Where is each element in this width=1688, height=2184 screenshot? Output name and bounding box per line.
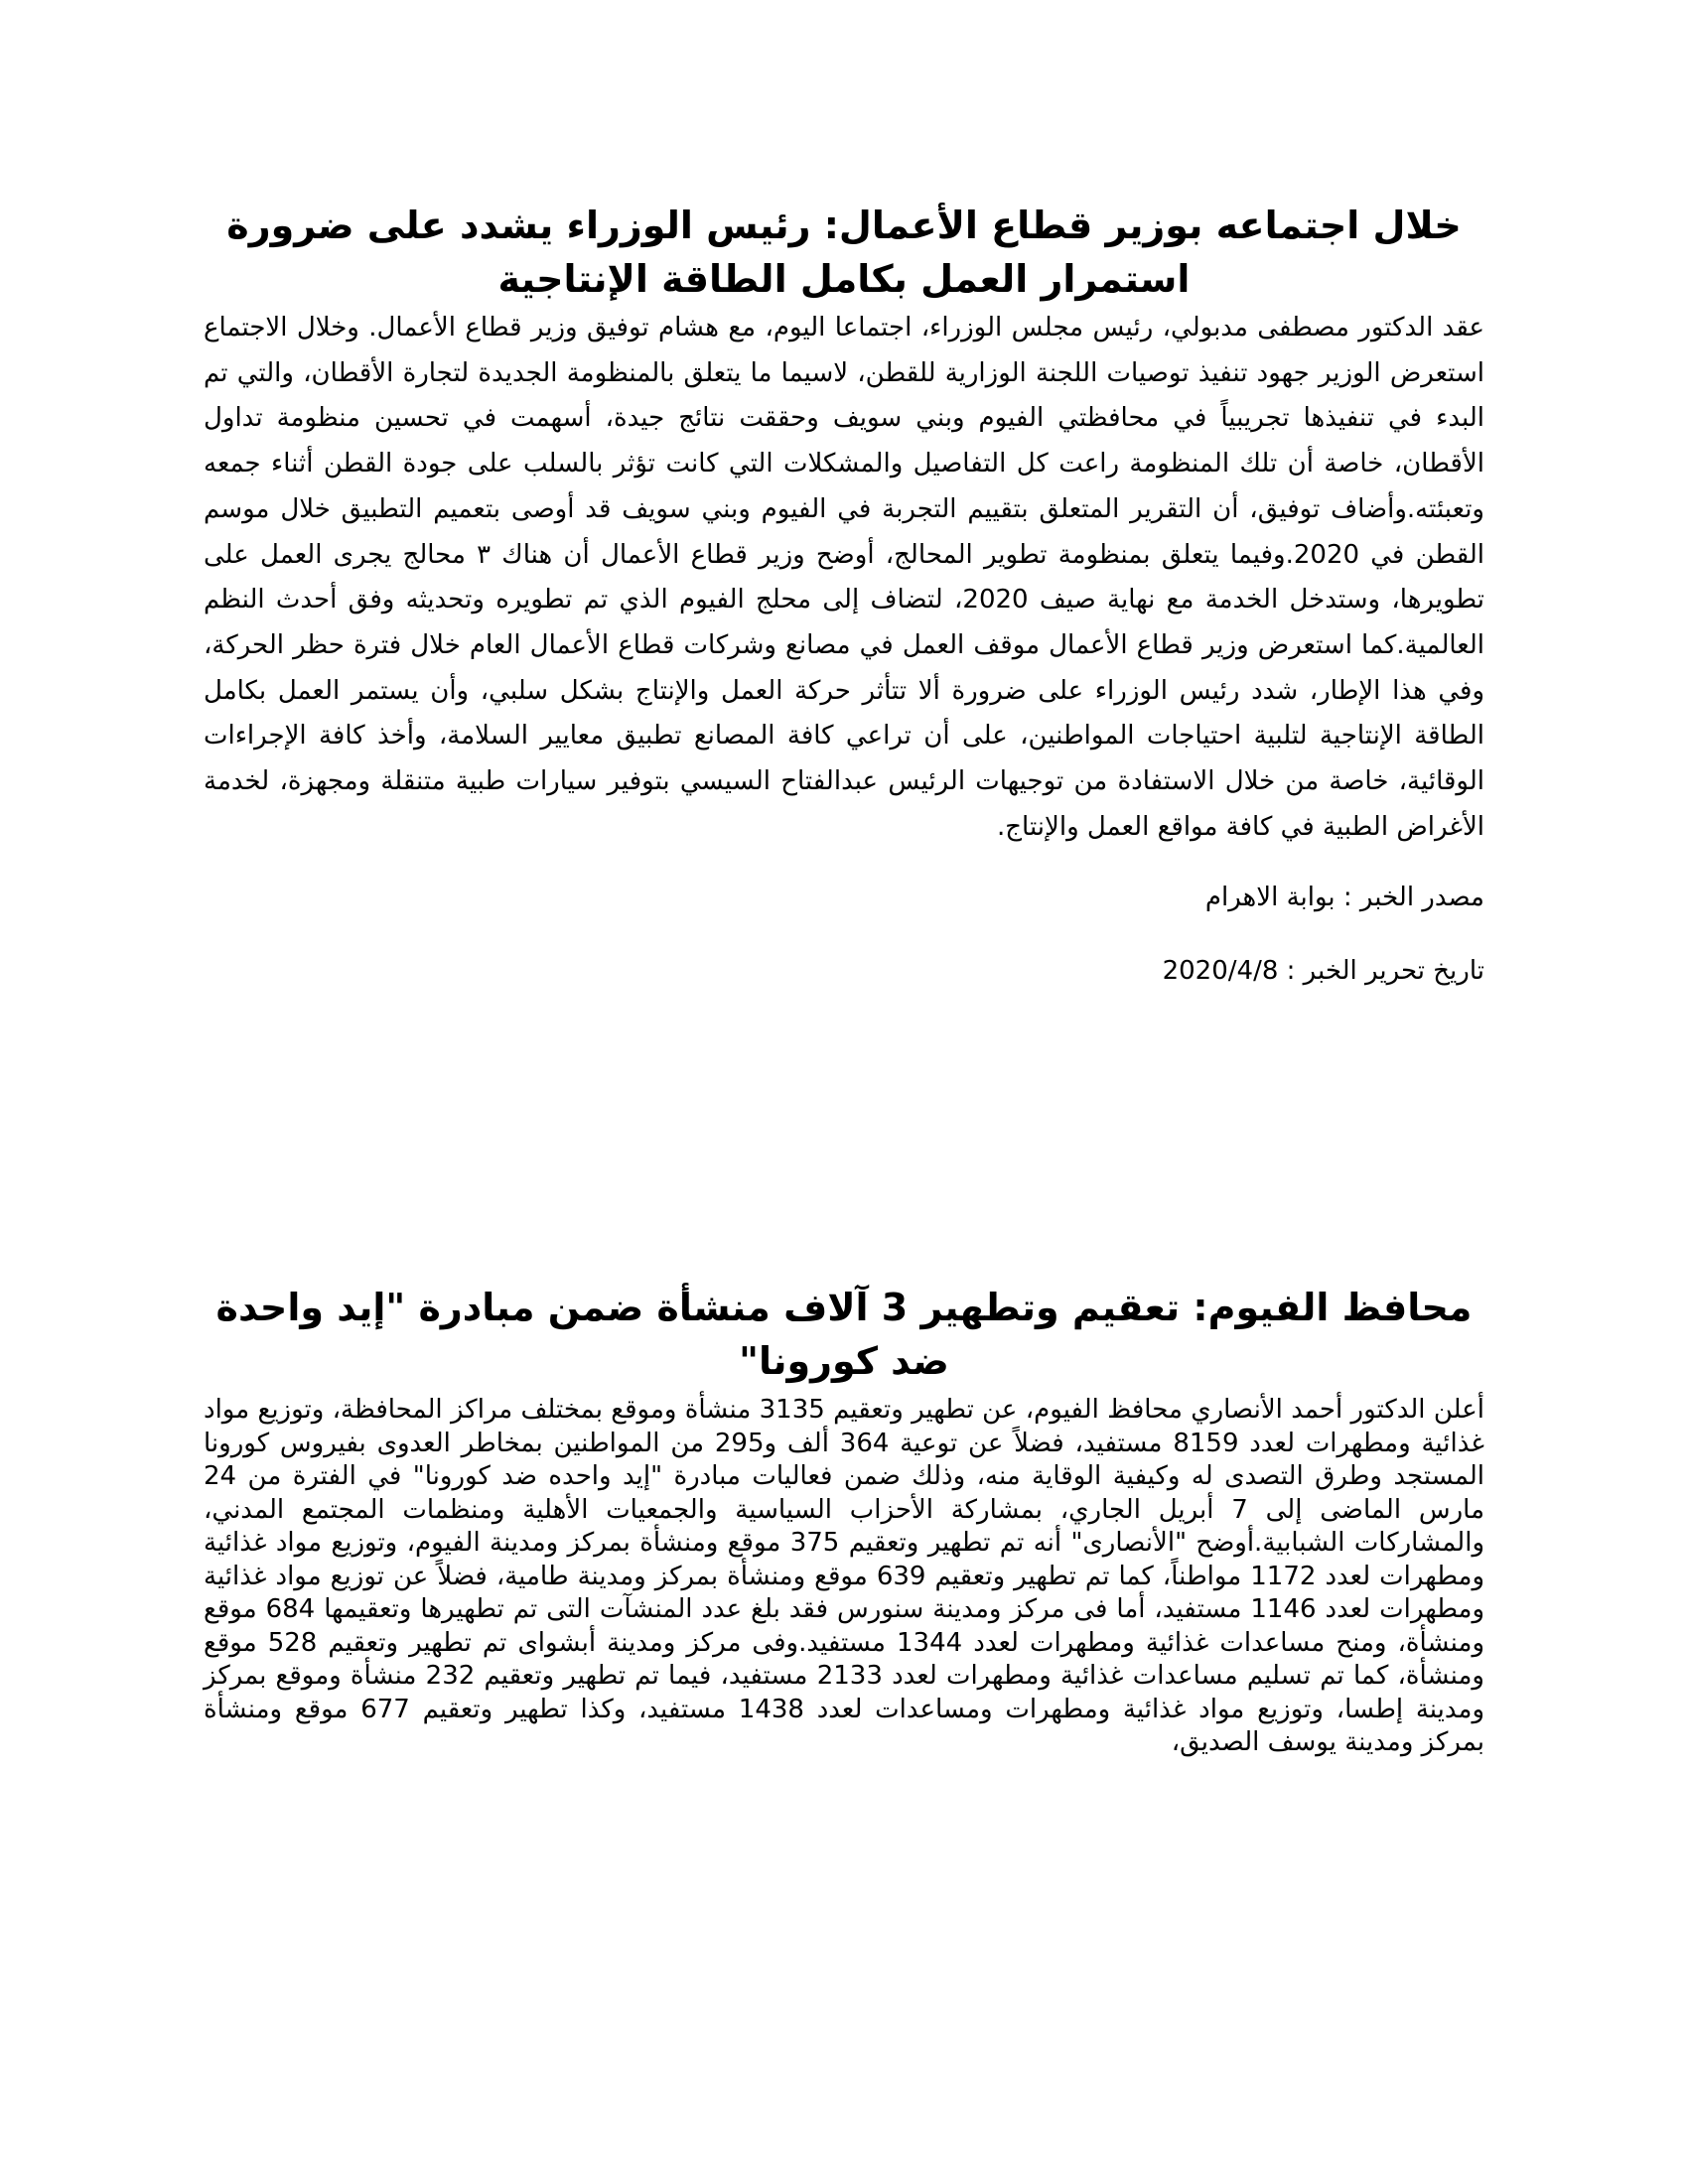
article-headline: محافظ الفيوم: تعقيم وتطهير 3 آلاف منشأة ضمن مبادرة "إيد واحدة ضد كورونا" [215, 1286, 1473, 1383]
article-headline: خلال اجتماعه بوزير قطاع الأعمال: رئيس الوزراء يشدد على ضرورة استمرار العمل بكامل الطاقة الإنتاجية [226, 204, 1462, 301]
news-source-text: مصدر الخبر : بوابة الاهرام [1204, 883, 1484, 913]
article-body: أعلن الدكتور أحمد الأنصاري محافظ الفيوم، عن تطهير وتعقيم 3135 منشأة وموقع بمختلف مراكز المحافظة، وتوزيع مواد غذائية ومطهرات لعدد 8159 مستفيد، فضلاً عن توعية 364 ألف و295 من المواطنين بمخاطر العدوى بفيروس كورونا المستجد وطرق التصدى له وكيفية الوقاية منه، وذلك ضمن فعاليات مبادرة "إيد واحده ضد كورونا" في الفترة من 24 مارس الماضى إلى 7 أبريل الجاري، بمشاركة الأحزاب السياسية والجمعيات الأهلية ومنظمات المجتمع المدني، والمشاركات الشبابية.أوضح "الأنصارى" أنه تم تطهير وتعقيم 375 موقع ومنشأة بمركز ومدينة الفيوم، وتوزيع مواد غذائية ومطهرات لعدد 1172 مواطناً، كما تم تطهير وتعقيم 639 موقع ومنشأة بمركز ومدينة طامية، فضلاً عن توزيع مواد غذائية ومطهرات لعدد 1146 مستفيد، أما فى مركز ومدينة سنورس فقد بلغ عدد المنشآت التى تم تطهيرها وتعقيمها 684 موقع ومنشأة، ومنح مساعدات غذائية ومطهرات لعدد 1344 مستفيد.وفى مركز ومدينة أبشواى تم تطهير وتعقيم 528 موقع ومنشأة، كما تم تسليم مساعدات غذائية ومطهرات لعدد 2133 مستفيد، فيما تم تطهير وتعقيم 232 منشأة وموقع بمركز ومدينة إطسا، وتوزيع مواد غذائية ومطهرات ومساعدات لعدد 1438 مستفيد، وكذا تطهير وتعقيم 677 موقع ومنشأة بمركز ومدينة يوسف الصديق، [204, 1395, 1485, 1757]
news-date-text: تاريخ تحرير الخبر : 2020/4/8 [1162, 956, 1484, 987]
news-article-cabinet [204, 199, 1484, 989]
news-source-line [204, 880, 1484, 915]
article-body: عقد الدكتور مصطفى مدبولي، رئيس مجلس الوزراء، اجتماعا اليوم، مع هشام توفيق وزير قطاع الأعمال. وخلال الاجتماع استعرض الوزير جهود تنفيذ توصيات اللجنة الوزارية للقطن، لاسيما ما يتعلق بالمنظومة الجديدة لتجارة الأقطان، والتي تم البدء في تنفيذها تجريبياً في محافظتي الفيوم وبني سويف وحققت نتائج جيدة، أسهمت في تحسين منظومة تداول الأقطان، خاصة أن تلك المنظومة راعت كل التفاصيل والمشكلات التي كانت تؤثر بالسلب على جودة القطن أثناء جمعه وتعبئته.وأضاف توفيق، أن التقرير المتعلق بتقييم التجربة في الفيوم وبني سويف قد أوصى بتعميم التطبيق خلال موسم القطن في 2020.وفيما يتعلق بمنظومة تطوير المحالج، أوضح وزير قطاع الأعمال أن هناك ٣ محالج يجرى العمل على تطويرها، وستدخل الخدمة مع نهاية صيف 2020، لتضاف إلى محلج الفيوم الذي تم تطويره وتحديثه وفق أحدث النظم العالمية.كما استعرض وزير قطاع الأعمال موقف العمل في مصانع وشركات قطاع الأعمال العام خلال فترة حظر الحركة، وفي هذا الإطار، شدد رئيس الوزراء على ضرورة ألا تتأثر حركة العمل والإنتاج بشكل سلبي، وأن يستمر العمل بكامل الطاقة الإنتاجية لتلبية احتياجات المواطنين، على أن تراعي كافة المصانع تطبيق معايير السلامة، وأخذ كافة الإجراءات الوقائية، خاصة من خلال الاستفادة من توجيهات الرئيس عبدالفتاح السيسي بتوفير سيارات طبية متنقلة ومجهزة، لخدمة الأغراض الطبية في كافة مواقع العمل والإنتاج. [204, 313, 1484, 842]
news-date-line [204, 953, 1484, 989]
news-article-fayoum [204, 1281, 1484, 1760]
